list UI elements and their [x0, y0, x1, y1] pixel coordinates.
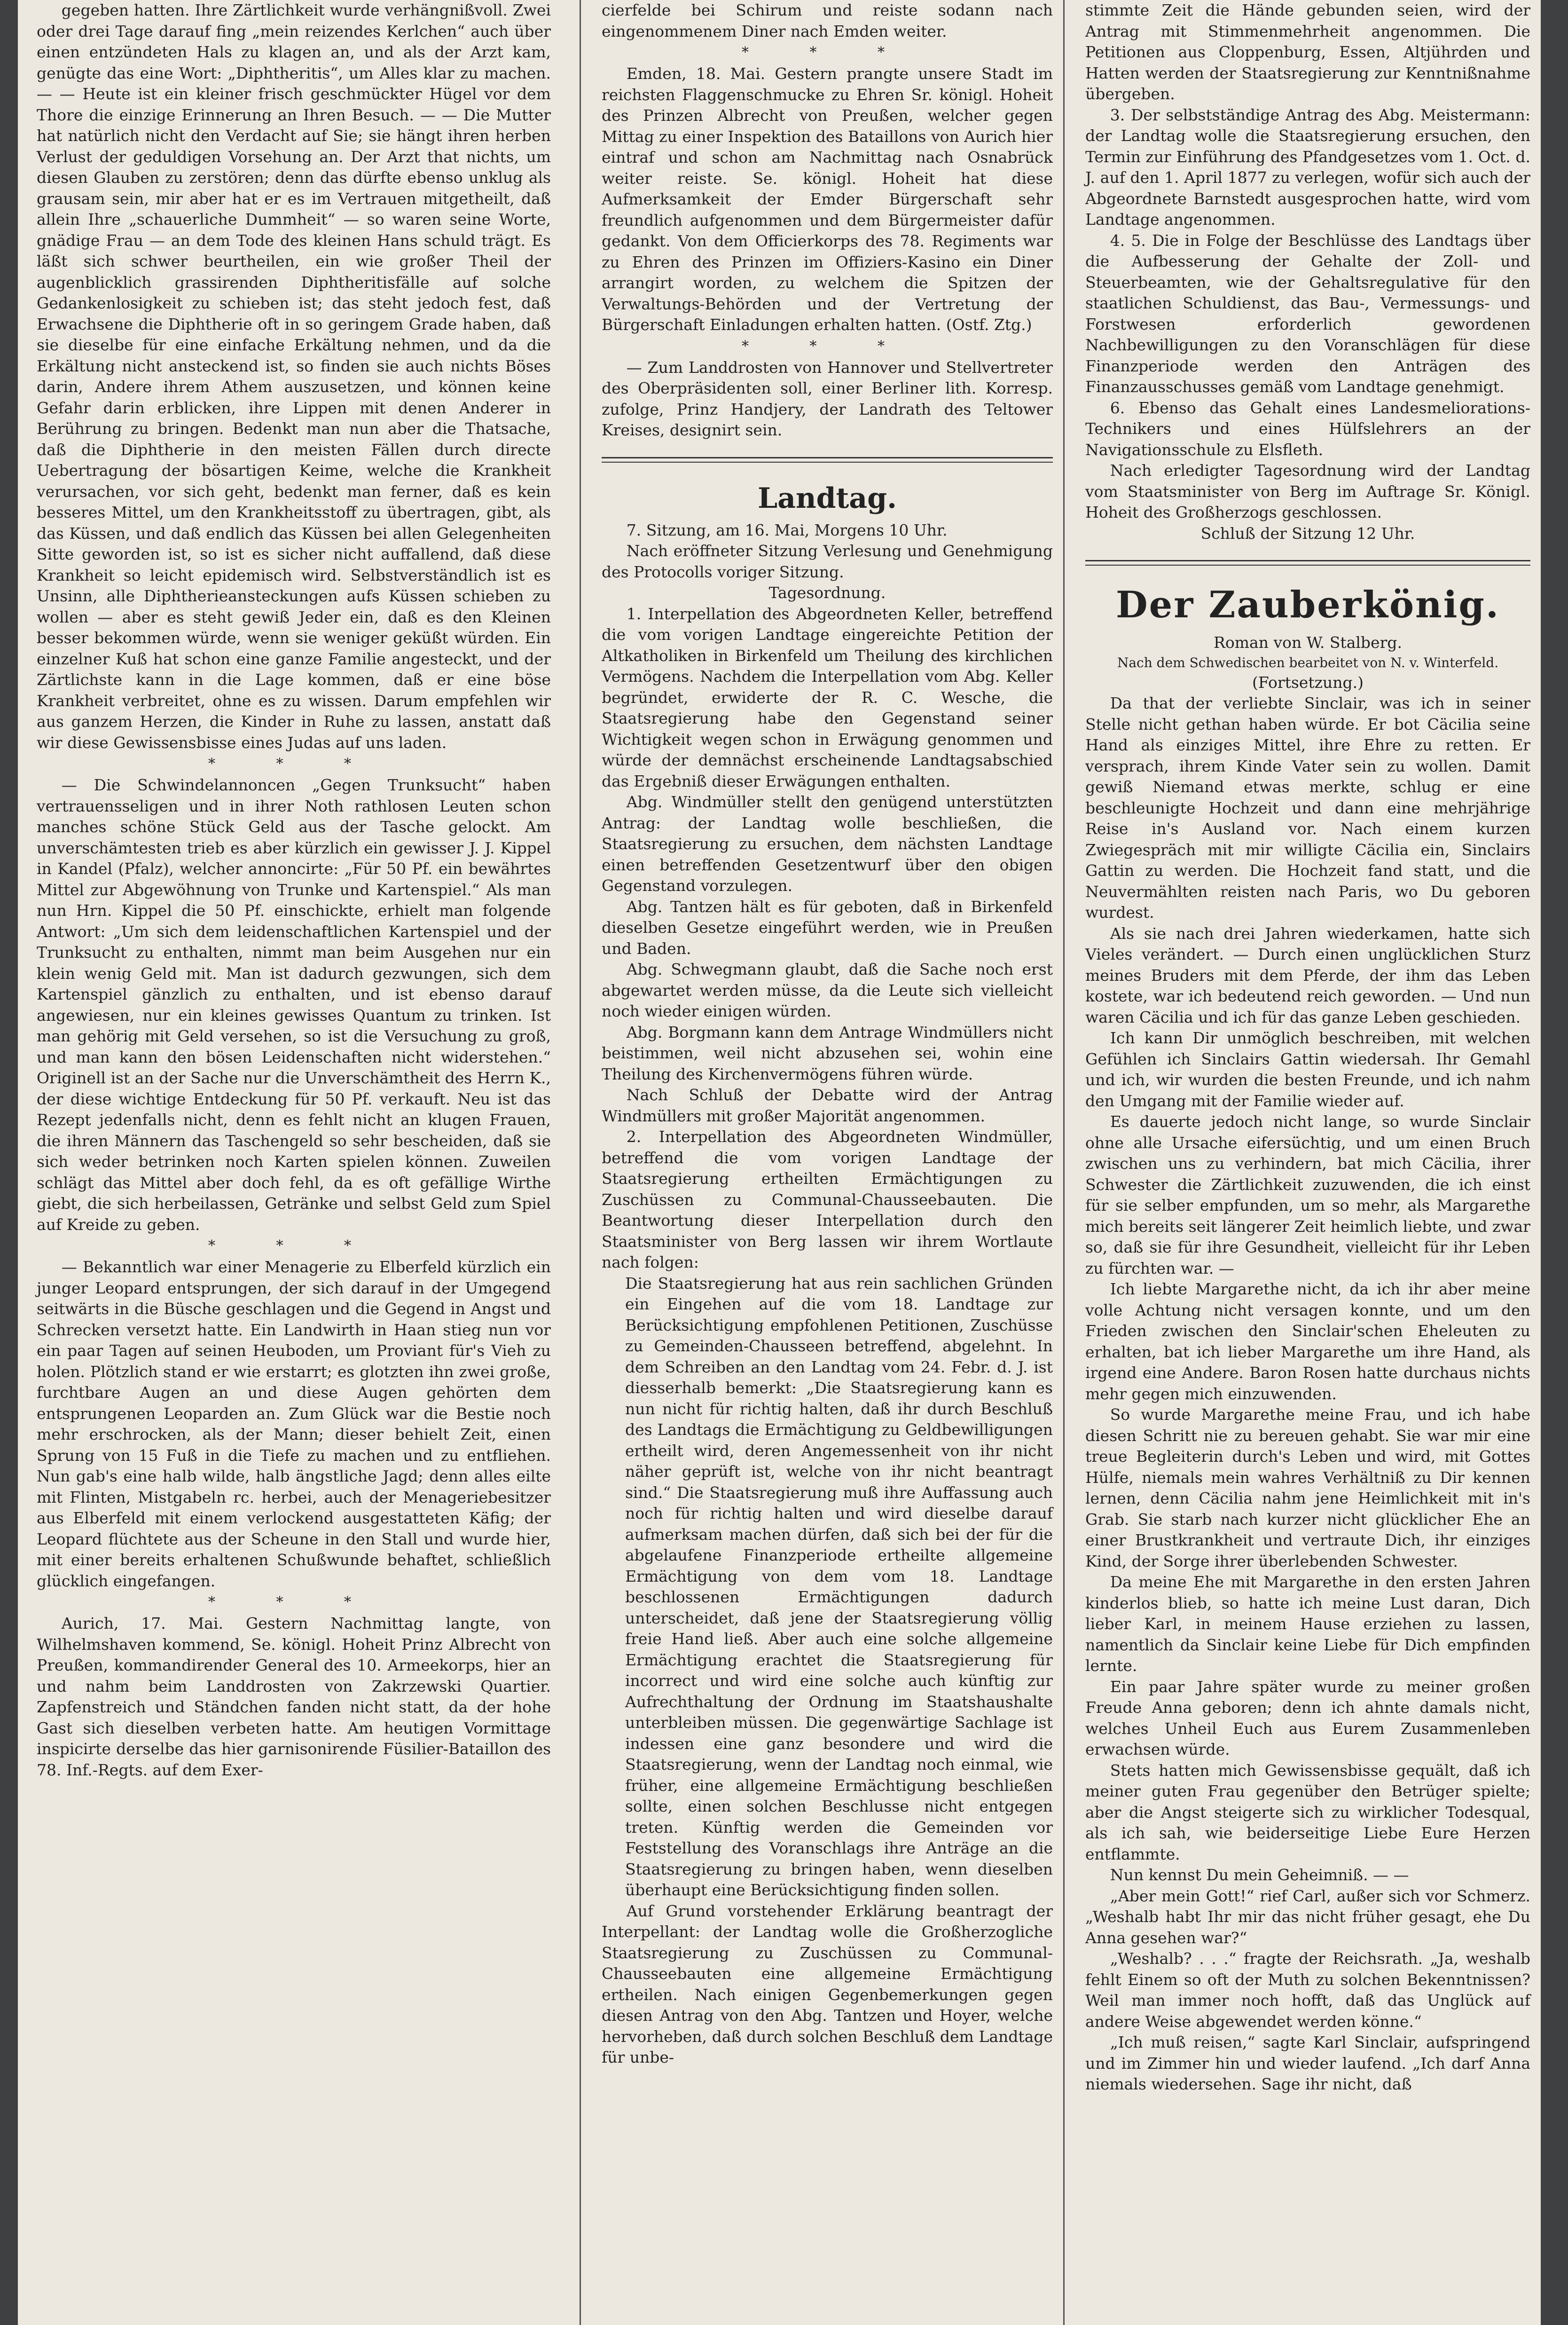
- article-paragraph: Ich liebte Margarethe nicht, da ich ihr aber meine volle Achtung nicht versagen konnte, und um den Frieden zwischen den Sinclair'schen Eheleuten zu erhalten, bat ich lieber Margarethe um ihre Hand, als irgend eine Andere. Baron Rosen hatte durchaus nichts mehr gegen mich einzuwenden.: [1085, 1280, 1530, 1403]
- article-paragraph: stimmte Zeit die Hände gebunden seien, wird der Antrag mit Stimmenmehrheit angenommen. Die Petitionen aus Cloppenburg, Essen, Altjührden und Hatten werden der Staatsregierung zur Kenntnißnahme übergeben.: [1085, 1, 1530, 103]
- article-paragraph: gegeben hatten. Ihre Zärtlichkeit wurde verhängnißvoll. Zwei oder drei Tage darauf fing „mein reizendes Kerlchen“ auch über einen entzündeten Hals zu klagen an, und als der Arzt kam, genügte das eine Wort: „Diphtheritis“, um Alles klar zu machen. — — Heute ist ein kleiner frisch geschmückter Hügel vor dem Thore die einzige Erinnerung an Ihren Besuch. — — Die Mutter hat natürlich nicht den Verdacht auf Sie; sie hängt ihren herben Verlust der geduldigen Vorsehung an. Der Arzt that nichts, um diesen Glauben zu zerstören; denn das dürfte ebenso unklug als grausam sein, mir aber hat er es im Vertrauen mitgetheilt, daß allein Ihre „schauerliche Dummheit“ — so waren seine Worte, gnädige Frau — an dem Tode des kleinen Hans schuld trägt. Es läßt sich schwer beurtheilen, ein wie großer Theil der augenblicklich grassirenden Diphtheritisfälle auf solche Gedankenlosigkeit zu schieben ist; das steht jedoch fest, daß Erwachsene die Diphtherie oft in so geringem Grade haben, daß sie dieselbe für eine einfache Erkältung nehmen, und da die Erkältung nicht ansteckend ist, so finden sie auch nichts Böses darin, Andere ihrem Athem auszusetzen, und können keine Gefahr darin erblicken, ihre Lippen mit denen Anderer in Berührung zu bringen. Bedenkt man nun aber die Thatsache, daß die Diphtherie in den meisten Fällen durch directe Uebertragung der bösartigen Keime, welche die Krankheit verursachen, vor sich geht, bedenkt man ferner, daß es kein besseres Mittel, um den Krankheitsstoff zu übertragen, gibt, als das Küssen, und daß endlich das Küssen bei allen Gelegenheiten Sitte geworden ist, so ist es sicher nicht auffallend, daß diese Krankheit so leicht epidemisch wird. Selbstverständlich ist es Unsinn, alle Diphtherieansteckungen aufs Küssen schieben zu wollen — aber es steht gewiß Jeder ein, daß es den Kleinen besser bekommen würde, wenn sie weniger geküßt würden. Ein einzelner Kuß hat schon eine ganze Familie angesteckt, und der Zärtlichste kann in die Lage kommen, daß er eine böse Krankheit verbreitet, ohne es zu wissen. Darum empfehlen wir aus ganzem Herzen, die Kinder in Ruhe zu lassen, anstatt daß wir diese Gewissensbisse eines Judas auf uns laden.: [37, 1, 551, 752]
- article-paragraph: 1. Interpellation des Abgeordneten Keller, betreffend die vom vorigen Landtage eingereichte Petition der Altkatholiken in Birkenfeld um Theilung des kirchlichen Vermögens. Nachdem die Interpellation vom Abg. Keller begründet, erwiderte der R. C. Wesche, die Staatsregierung habe den Gegenstand seiner Wichtigkeit wegen schon in Erwägung genommen und würde der demnächst erscheinende Landtagsabschied das Ergebniß dieser Erwägungen enthalten.: [602, 604, 1053, 790]
- asterism-separator: * * *: [208, 1237, 380, 1254]
- article-paragraph: Abg. Borgmann kann dem Antrage Windmüllers nicht beistimmen, weil nicht abzusehen sei, wohin eine Theilung des Kirchenvermögens führen würde.: [602, 1023, 1053, 1083]
- section-rule: [602, 457, 1053, 463]
- article-paragraph: — Die Schwindelannoncen „Gegen Trunksucht“ haben vertrauensseligen und in ihrer Noth rathlosen Leuten schon manches schöne Stück Geld aus der Tasche gelockt. Am unverschämtesten trieb es aber kürzlich ein gewisser J. J. Kippel in Kandel (Pfalz), welcher annoncirte: „Für 50 Pf. ein bewährtes Mittel zur Abgewöhnung von Trunke und Kartenspiel.“ Als man nun Hrn. Kippel die 50 Pf. einschickte, erhielt man folgende Antwort: „Um sich dem leidenschaftlichen Kartenspiel und der Trunksucht zu enthalten, nimmt man beim Ausgehen nur ein klein wenig Geld mit. Man ist dadurch gezwungen, sich dem Kartenspiel gänzlich zu enthalten, und ist ebenso darauf angewiesen, nur ein kleines gewisses Quantum zu trinken. Ist man gehörig mit Geld versehen, so ist die Versuchung zu groß, und man kann den bösen Leidenschaften nicht widerstehen.“ Originell ist an der Sache nur die Unverschämtheit des Herrn K., der diese wichtige Entdeckung für 50 Pf. verkauft. Neu ist das Rezept jedenfalls nicht, denn es fehlt nicht an klugen Frauen, die ihren Männern das Taschengeld so sehr bescheiden, daß sie sich weder betrinken noch Karten spielen können. Zuweilen schlägt das Mittel aber doch fehl, da es oft gefällige Wirthe giebt, die sich herbeilassen, Getränke und selbst Geld zum Spiel auf Kreide zu geben.: [37, 776, 551, 1234]
- article-paragraph: Nach Schluß der Debatte wird der Antrag Windmüllers mit großer Majorität angenommen.: [602, 1086, 1053, 1125]
- section-rule: [1085, 560, 1530, 566]
- article-paragraph: cierfelde bei Schirum und reiste sodann nach eingenommenem Diner nach Emden weiter.: [602, 1, 1053, 40]
- article-paragraph: Nun kennst Du mein Geheimniß. — —: [1110, 1866, 1409, 1884]
- asterism-separator: * * *: [208, 1594, 380, 1610]
- column-divider: [580, 0, 581, 2325]
- article-paragraph: Nach eröffneter Sitzung Verlesung und Genehmigung des Protocolls voriger Sitzung.: [602, 542, 1053, 581]
- centered-line: Tagesordnung.: [768, 583, 886, 602]
- article-paragraph: Da meine Ehe mit Margarethe in den ersten Jahren kinderlos blieb, so hatte ich meine Lust daran, Dich lieber Karl, in meinem Hause erziehen zu lassen, namentlich da Sinclair keine Liebe für Dich empfinden lernte.: [1085, 1573, 1530, 1675]
- article-paragraph: „Weshalb? . . .“ fragte der Reichsrath. „Ja, weshalb fehlt Einem so oft der Muth zu solchen Bekenntnissen? Weil man immer noch hofft, daß das Unglück auf andere Weise abgewendet werden könne.“: [1085, 1949, 1530, 2031]
- article-paragraph: „Aber mein Gott!“ rief Carl, außer sich vor Schmerz. „Weshalb habt Ihr mir das nicht früher gesagt, ehe Du Anna gesehen war?“: [1085, 1886, 1530, 1947]
- article-paragraph: Auf Grund vorstehender Erklärung beantragt der Interpellant: der Landtag wolle die Großherzogliche Staatsregierung zu Zuschüssen zu Communal-Chausseebauten eine allgemeine Ermächtigung ertheilen. Nach einigen Gegenbemerkungen gegen diesen Antrag von den Abg. Tantzen und Hoyer, welche hervorheben, daß durch solchen Beschluß dem Landtage für unbe-: [602, 1901, 1053, 2066]
- article-paragraph: Emden, 18. Mai. Gestern prangte unsere Stadt im reichsten Flaggenschmucke zu Ehren Sr. königl. Hoheit des Prinzen Albrecht von Preußen, welcher gegen Mittag zu einer Inspektion des Bataillons von Aurich hier eintraf und schon am Nachmittag nach Osnabrück weiter reiste. Se. königl. Hoheit hat diese Aufmerksamkeit der Emder Bürgerschaft sehr freundlich aufgenommen und dem Bürgermeister dafür gedankt. Von dem Officierkorps des 78. Regiments war zu Ehren des Prinzen im Offiziers-Kasino ein Diner arrangirt worden, zu welchem die Spitzen der Verwaltungs-Behörden und der Vertretung der Bürgerschaft Einladungen erhalten hatten. (Ostf. Ztg.): [602, 64, 1053, 334]
- newspaper-page: [18, 0, 1541, 2325]
- quoted-paragraph: Die Staatsregierung hat aus rein sachlichen Gründen ein Eingehen auf die vom 18. Landtage zur Berücksichtigung empfohlenen Petitionen, Zuschüsse zu Gemeinden-Chausseen betreffend, abgelehnt. In dem Schreiben an den Landtag vom 24. Febr. d. J. ist diesserhalb bemerkt: „Die Staatsregierung kann es nun nicht für richtig halten, daß ihr durch Beschluß des Landtags die Ermächtigung zu Geldbewilligungen ertheilt wird, deren Angemessenheit von ihr nicht näher geprüft ist, welche von ihr nicht beantragt sind.“ Die Staatsregierung muß ihre Auffassung auch noch für richtig halten und wird dieselbe darauf aufmerksam machen dürfen, daß sich bei der für die abgelaufene Finanzperiode ertheilte allgemeine Ermächtigung von dem vom 18. Landtage beschlossenen Ermächtigungen dadurch unterscheidet, daß jene der Staatsregierung völlig freie Hand ließ. Aber auch eine solche allgemeine Ermächtigung erachtet die Staatsregierung für incorrect und wird eine solche auch künftig zur Aufrechthaltung der Ordnung im Staatshaushalte unterbleiben müssen. Die gegenwärtige Sachlage ist indessen eine ganz besondere und wird die Staatsregierung, wenn der Landtag noch einmal, wie früher, eine allgemeine Ermächtigung beschließen sollte, einen solchen Beschlusse nicht entgegen treten. Künftig werden die Gemeinden vor Feststellung des Voranschlags ihre Anträge an die Staatsregierung zu bringen haben, wenn dieselben überhaupt eine Berücksichtigung finden sollen.: [625, 1274, 1053, 1899]
- article-paragraph: Ich kann Dir unmöglich beschreiben, mit welchen Gefühlen ich Sinclairs Gattin wiedersah. Ihr Gemahl und ich, wir wurden die besten Freunde, und ich nahm den Umgang mit der Familie wieder auf.: [1085, 1029, 1530, 1110]
- asterism-separator: * * *: [741, 338, 913, 355]
- article-paragraph: — Bekanntlich war einer Menagerie zu Elberfeld kürzlich ein junger Leopard entsprungen, der sich darauf in der Umgegend seitwärts in die Büsche geschlagen und die Gegend in Angst und Schrecken versetzt hatte. Ein Landwirth in Haan stieg nun vor ein paar Tagen auf seinen Heuboden, um Proviant für's Vieh zu holen. Plötzlich stand er wie erstarrt; es glotzten ihn zwei große, furchtbare Augen an und diese Augen gehörten dem entsprungenen Leoparden an. Zum Glück war die Bestie noch mehr erschrocken, als der Mann; dieser behielt Zeit, einen Sprung von 15 Fuß in die Tiefe zu machen und zu entfliehen. Nun gab's eine halb wilde, halb ängstliche Jagd; denn alles eilte mit Flinten, Mistgabeln rc. herbei, auch der Menageriebesitzer aus Elberfeld mit einem verlockend ausgestatteten Käfig; der Leopard flüchtete aus der Scheune in den Stall und wurde hier, mit einer bereits erhaltenen Schußwunde behaftet, schließlich glücklich eingefangen.: [37, 1258, 551, 1590]
- article-paragraph: Abg. Windmüller stellt den genügend unterstützten Antrag: der Landtag wolle beschließen, die Staatsregierung zu ersuchen, dem nächsten Landtage einen betreffenden Gesetzentwurf über den obigen Gegenstand vorzulegen.: [602, 793, 1053, 895]
- article-paragraph: Nach erledigter Tagesordnung wird der Landtag vom Staatsminister von Berg im Auftrage Sr. Königl. Hoheit des Großherzogs geschlossen.: [1085, 461, 1530, 521]
- quoted-statement: [602, 1273, 1053, 1901]
- article-paragraph: Stets hatten mich Gewissensbisse gequält, daß ich meiner guten Frau gegenüber den Betrüger spielte; aber die Angst steigerte sich zu wirklicher Todesqual, als ich sah, wie beiderseitige Liebe Eure Herzen entflammte.: [1085, 1761, 1530, 1863]
- section-heading-landtag: Landtag.: [757, 481, 897, 515]
- article-paragraph: 3. Der selbstständige Antrag des Abg. Meistermann: der Landtag wolle die Staatsregierung ersuchen, den Termin zur Einführung des Pfandgesetzes vom 1. Oct. d. J. auf den 1. April 1877 zu verlegen, wofür sich auch der Abgeordnete Barnstedt ausgesprochen hatte, wird vom Landtage angenommen.: [1085, 105, 1530, 229]
- article-paragraph: Da that der verliebte Sinclair, was ich in seiner Stelle nicht gethan haben würde. Er bot Cäcilia seine Hand als einziges Mittel, ihre Ehre zu retten. Er versprach, ihrem Kinde Vater sein zu wollen. Damit gewiß Niemand etwas merkte, schlug er eine beschleunigte Hochzeit und dann eine mehrjährige Reise in's Ausland vor. Nach einem kurzen Zwiegespräch mit mir willigte Cäcilia ein, Sinclairs Gattin zu werden. Die Hochzeit fand statt, und die Neuvermählten reisten nach Paris, wo Du geboren wurdest.: [1085, 694, 1530, 922]
- asterism-separator: * * *: [208, 756, 380, 772]
- translator-credit: Nach dem Schwedischen bearbeitet von N. v. Winterfeld.: [1117, 654, 1499, 670]
- article-paragraph: Ein paar Jahre später wurde zu meiner großen Freude Anna geboren; denn ich ahnte damals nicht, welches Unheil Euch aus Eurem Zusammenleben erwachsen würde.: [1085, 1677, 1530, 1758]
- article-paragraph: 6. Ebenso das Gehalt eines Landesmeliorations-Technikers und eines Hülfslehrers an der Navigationsschule zu Elsfleth.: [1085, 398, 1530, 459]
- column-middle: [592, 0, 1062, 2325]
- article-paragraph: Abg. Tantzen hält es für geboten, daß in Birkenfeld dieselben Gesetze eingeführt werden, wie in Preußen und Baden.: [602, 897, 1053, 958]
- article-paragraph: 2. Interpellation des Abgeordneten Windmüller, betreffend die vom vorigen Landtage der Staatsregierung ertheilten Ermächtigungen zu Zuschüssen zu Communal-Chausseebauten. Die Beantwortung dieser Interpellation durch den Staatsminister von Berg lassen wir ihrem Wortlaute nach folgen:: [602, 1127, 1053, 1271]
- column-left: [18, 0, 565, 2325]
- article-paragraph: „Ich muß reisen,“ sagte Karl Sinclair, aufspringend und im Zimmer hin und wieder laufend. „Ich darf Anna niemals wiedersehen. Sage ihr nicht, daß: [1085, 2033, 1530, 2093]
- article-paragraph: Abg. Schwegmann glaubt, daß die Sache noch erst abgewartet werden müsse, da die Leute sich vielleicht noch wieder einigen würden.: [602, 960, 1053, 1020]
- asterism-separator: * * *: [741, 44, 913, 61]
- article-paragraph: — Zum Landdrosten von Hannover und Stellvertreter des Oberpräsidenten soll, einer Berliner lith. Korresp. zufolge, Prinz Handjery, der Landrath des Teltower Kreises, designirt sein.: [602, 358, 1053, 439]
- article-paragraph: 7. Sitzung, am 16. Mai, Morgens 10 Uhr.: [626, 520, 948, 539]
- serial-title: Der Zauberkönig.: [1115, 583, 1500, 626]
- column-divider: [1063, 0, 1065, 2325]
- article-paragraph: Als sie nach drei Jahren wiederkamen, hatte sich Vieles verändert. — Durch einen unglücklichen Sturz meines Bruders mit dem Pferde, der ihm das Leben kostete, war ich bedeutend reich geworden. — Und nun waren Cäcilia und ich für das ganze Leben geschieden.: [1085, 924, 1530, 1026]
- column-right: [1074, 0, 1540, 2325]
- article-paragraph: Aurich, 17. Mai. Gestern Nachmittag langte, von Wilhelmshaven kommend, Se. königl. Hoheit Prinz Albrecht von Preußen, kommandirender General des 10. Armeekorps, hier an und nahm beim Landdrosten von Zakrzewski Quartier. Zapfenstreich und Ständchen fanden nicht statt, da der hohe Gast sich dieselben verbeten hatte. Am heutigen Vormittage inspicirte derselbe das hier garnisonirende Füsilier-Bataillon des 78. Inf.-Regts. auf dem Exer-: [37, 1614, 551, 1779]
- article-paragraph: So wurde Margarethe meine Frau, und ich habe diesen Schritt nie zu bereuen gehabt. Sie war mir eine treue Begleiterin durch's Leben und wird, mit Gottes Hülfe, niemals mein wahres Verhältniß zu Dir kennen lernen, denn Cäcilia nahm jene Heimlichkeit mit in's Grab. Sie starb nach kurzer nicht glücklicher Ehe an einer Brustkrankheit und vertraute Dich, ihr einziges Kind, der Sorge ihrer überlebenden Schwester.: [1085, 1405, 1530, 1570]
- centered-line: Schluß der Sitzung 12 Uhr.: [1200, 524, 1415, 543]
- article-paragraph: 4. 5. Die in Folge der Beschlüsse des Landtags über die Aufbesserung der Gehalte der Zoll- und Steuerbeamten, wie der Gehaltsregulative für den staatlichen Schuldienst, das Bau-, Vermessungs- und Forstwesen erforderlich gewordenen Nachbewilligungen zu den Voranschlägen für diese Finanzperiode werden den Anträgen des Finanzausschusses gemäß vom Landtage genehmigt.: [1085, 231, 1530, 396]
- centered-line: (Fortsetzung.): [1252, 673, 1364, 692]
- article-paragraph: Es dauerte jedoch nicht lange, so wurde Sinclair ohne alle Ursache eifersüchtig, und um einen Bruch zwischen uns zu verhindern, bat mich Cäcilia, ihrer Schwester die Zärtlichkeit zuzuwenden, die ich einst für sie selber empfunden, um so mehr, als Margarethe mich bereits seit längerer Zeit heimlich liebte, und zwar so, daß sie für ihre Gesundheit, vielleicht für ihr Leben zu fürchten war. —: [1085, 1112, 1530, 1277]
- centered-line: Roman von W. Stalberg.: [1214, 633, 1402, 652]
